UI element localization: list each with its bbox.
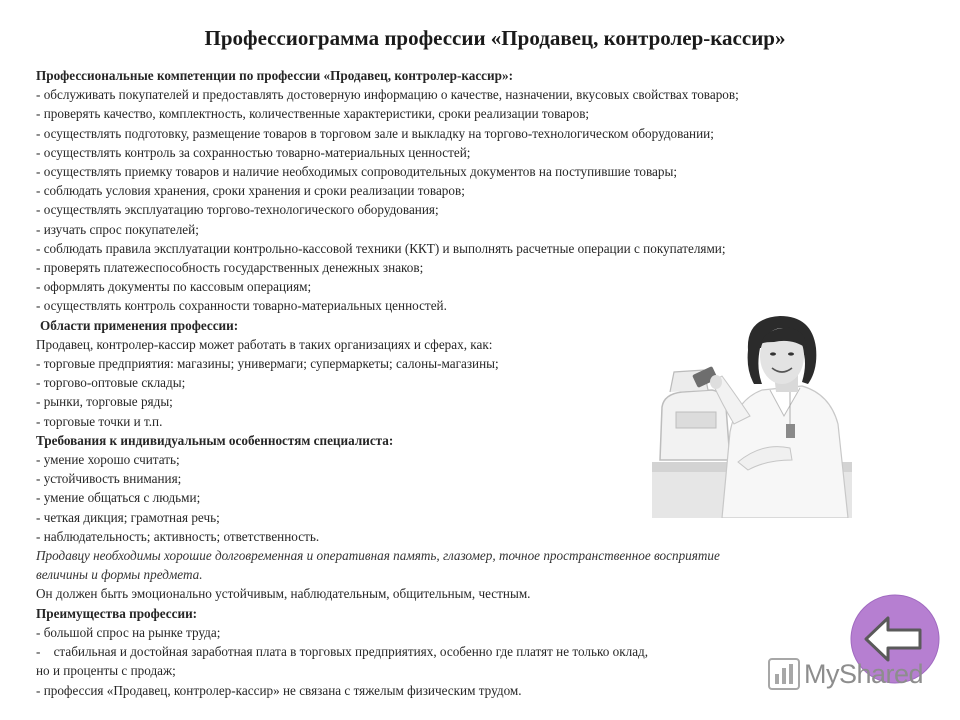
myshared-logo xyxy=(768,656,923,692)
logo-text: MyShared xyxy=(804,658,924,689)
heading-competencies: Профессиональные компетенции по профессии «Продавец, контролер-кассир»: xyxy=(36,68,513,83)
italic-text-line: величины и формы предмета. xyxy=(36,567,203,583)
text-line: - большой спрос на рынке труда; xyxy=(36,624,221,640)
text-line: - устойчивость внимания; xyxy=(36,471,182,487)
text-line: - профессия «Продавец, контролер-кассир» не связана с тяжелым физическим трудом. xyxy=(36,682,522,698)
text-line: - торговые предприятия: магазины; универмаги; супермаркеты; салоны-магазины; xyxy=(36,356,499,372)
text-line: - осуществлять эксплуатацию торгово-технологического оборудования; xyxy=(36,202,439,218)
text-line: но и проценты с продаж; xyxy=(36,663,176,679)
page-title: Профессиограмма профессии «Продавец, контролер-кассир» xyxy=(204,26,786,50)
text-line: - четкая дикция; грамотная речь; xyxy=(36,509,220,525)
text-line: - проверять качество, комплектность, количественные характеристики, сроки реализации товаров; xyxy=(36,106,590,122)
logo-mark-icon xyxy=(768,658,800,690)
text-line: - торговые точки и т.п. xyxy=(36,413,163,429)
text-line: Он должен быть эмоционально устойчивым, наблюдательным, общительным, честным. xyxy=(36,586,531,602)
heading-applications: Области применения профессии: xyxy=(40,317,239,333)
text-line: - изучать спрос покупателей; xyxy=(36,221,199,237)
text-line: - соблюдать правила эксплуатации контрольно-кассовой техники (ККТ) и выполнять расчетные операции с покупателями; xyxy=(36,240,726,256)
text-line: - умение хорошо считать; xyxy=(36,452,180,468)
text-line: - торгово-оптовые склады; xyxy=(36,375,186,391)
text-line: - стабильная и достойная заработная плата в торговых предприятиях, особенно где платят не только оклад, xyxy=(36,644,649,660)
text-line: - оформлять документы по кассовым операциям; xyxy=(36,279,312,295)
text-line: - наблюдательность; активность; ответственность. xyxy=(36,528,320,544)
heading-requirements: Требования к индивидуальным особенностям специалиста: xyxy=(36,432,394,448)
text-line: - осуществлять подготовку, размещение товаров в торговом зале и выкладку на торгово-технологическом оборудовании; xyxy=(36,125,714,141)
heading-advantages: Преимущества профессии: xyxy=(36,605,198,621)
text-line: - умение общаться с людьми; xyxy=(36,490,201,506)
text-line: Продавец, контролер-кассир может работать в таких организациях и сферах, как: xyxy=(36,336,493,352)
text-line: - осуществлять контроль сохранности товарно-материальных ценностей. xyxy=(36,298,447,314)
text-line: - осуществлять контроль за сохранностью товарно-материальных ценностей; xyxy=(36,144,471,160)
italic-text-line: Продавцу необходимы хорошие долговременная и оперативная память, глазомер, точное пространственное восприятие xyxy=(36,548,720,564)
text-line: - рынки, торговые ряды; xyxy=(36,394,173,410)
cashier-photo xyxy=(652,312,852,518)
text-line: - осуществлять приемку товаров и наличие необходимых сопроводительных документов на поступившие товары; xyxy=(36,164,678,180)
text-line: - обслуживать покупателей и предоставлять достоверную информацию о качестве, назначении, вкусовых свойствах товаров; xyxy=(36,87,739,103)
text-line: - проверять платежеспособность государственных денежных знаков; xyxy=(36,260,424,276)
text-line: - соблюдать условия хранения, сроки хранения и сроки реализации товаров; xyxy=(36,183,465,199)
